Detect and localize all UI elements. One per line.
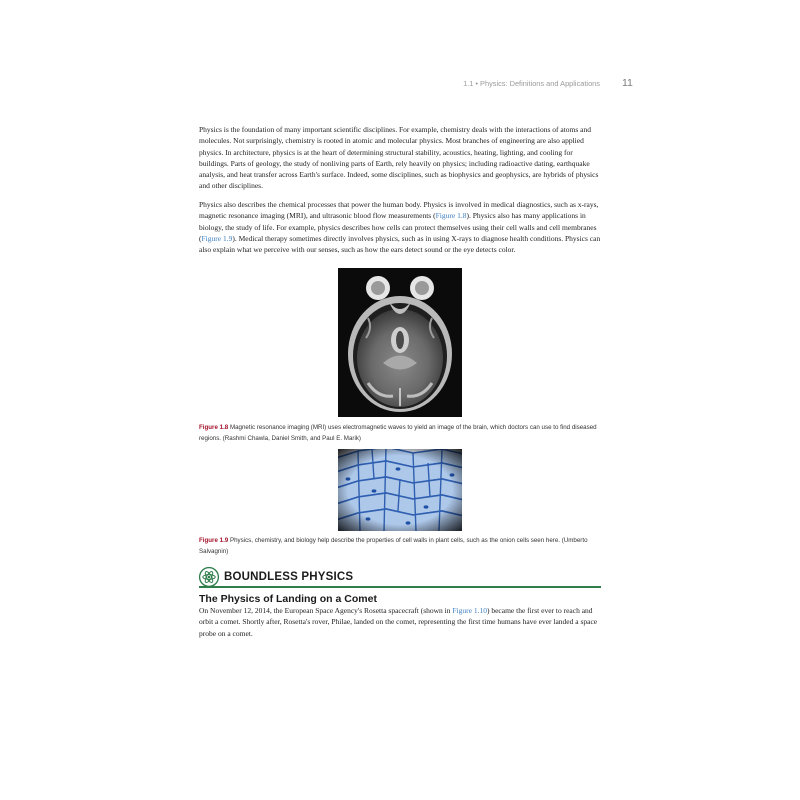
feature-divider: [199, 586, 601, 588]
figure-1-8-caption: [199, 422, 601, 444]
figure-label: Figure 1.9: [199, 537, 229, 544]
figure-1-8-link[interactable]: Figure 1.8: [435, 211, 467, 221]
section-title: The Physics of Landing on a Comet: [199, 593, 377, 605]
paragraph-text: On November 12, 2014, the European Space Agency's Rosetta spacecraft (shown in: [199, 606, 453, 615]
paragraph-text: ). Physics also has many applications in biology, the study of life. For example, physics describes how cells can protect themselves using their cell walls and cell membranes (: [199, 211, 597, 243]
paragraph-text: ). Medical therapy sometimes directly involves physics, such as in using X-rays to diagnose health conditions. Physics can also explain what we perceive with our senses, such as how the ears detect sound or the eye detects color.: [199, 233, 601, 255]
paragraph-text: Physics also describes the chemical processes that power the human body. Physics is involved in medical diagnostics, such as x-rays, magnetic resonance imaging (MRI), and ultrasonic blood flow measurements (: [199, 200, 599, 221]
figure-1-10-link[interactable]: Figure 1.10: [452, 606, 487, 615]
figure-1-9-link[interactable]: Figure 1.9: [201, 233, 233, 243]
onion-cells-image: [338, 449, 462, 531]
figure-label: Figure 1.8: [199, 424, 229, 431]
feature-label: BOUNDLESS PHYSICS: [224, 571, 354, 583]
paragraph-comet-landing: [199, 605, 601, 639]
paragraph-physics-foundation: Physics is the foundation of many important scientific disciplines. For example, chemistry deals with the interactions of atoms and molecules. Not surprisingly, chemistry is rooted in atomic and molecular physics. Most branches of engineering are also applied physics. In architecture, physics is at the heart of determining structural stability, acoustics, heating, lighting, and cooling for buildings. Parts of geology, the study of nonliving parts of Earth, rely heavily on physics; including radioactive dating, earthquake analysis, and heat transfer across Earth's surface. Indeed, some disciplines, such as biophysics and geophysics, are hybrids of physics and other disciplines.: [199, 125, 599, 191]
figure-1-9-caption: [199, 535, 601, 557]
paragraph-text: ) became the first ever to reach and orbit a comet. Shortly after, Rosetta's rover, Philae, landed on the comet, representing the first time humans have ever landed a space probe on a comet.: [199, 606, 598, 638]
paragraph-physics-body: [199, 199, 601, 255]
running-head: 1.1 • Physics: Definitions and Applications: [463, 79, 600, 88]
atom-icon: [199, 567, 219, 587]
page-number: 11: [622, 77, 633, 89]
mri-brain-graphic: [338, 268, 462, 417]
caption-text: Physics, chemistry, and biology help describe the properties of cell walls in plant cells, such as the onion cells seen here. (Umberto Salvagnin): [199, 537, 588, 555]
boundless-physics-header: [199, 567, 601, 587]
mri-brain-image: [338, 268, 462, 417]
onion-cells-graphic: [338, 449, 462, 531]
caption-text: Magnetic resonance imaging (MRI) uses electromagnetic waves to yield an image of the brain, which doctors can use to find diseased regions. (Rashmi Chawla, Daniel Smith, and Paul E. Marik): [199, 424, 597, 442]
